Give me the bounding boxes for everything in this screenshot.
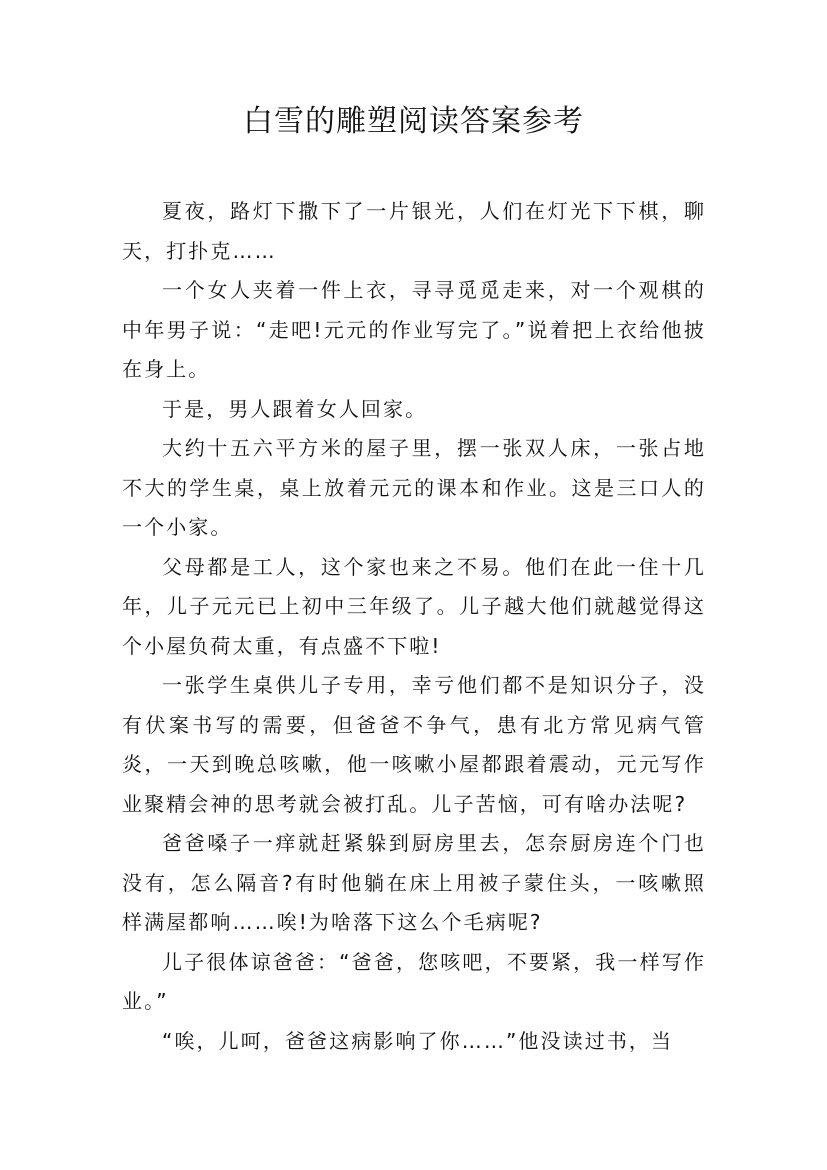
paragraph: 大约十五六平方米的屋子里，摆一张双人床，一张占地不大的学生桌，桌上放着元元的课本和作业。这是三口人的一个小家。 [122,436,706,539]
paragraph: 一个女人夹着一件上衣，寻寻觅觅走来，对一个观棋的中年男子说：“走吧!元元的作业写完了。”说着把上衣给他披在身上。 [122,278,706,381]
paragraph: “唉，儿呵，爸爸这病影响了你……”他没读过书，当 [162,1028,674,1053]
paragraph: 一张学生桌供儿子专用，幸亏他们都不是知识分子，没有伏案书写的需要，但爸爸不争气，患有北方常见病气管炎，一天到晚总咳嗽，他一咳嗽小屋都跟着震动，元元写作业聚精会神的思考就会被打乱。儿子苦恼，可有啥办法呢? [122,673,706,816]
paragraph: 儿子很体谅爸爸：“爸爸，您咳吧，不要紧，我一样写作业。” [122,949,706,1013]
paragraph: 夏夜，路灯下撒下了一片银光，人们在灯光下下棋，聊天，打扑克…… [122,199,706,263]
paragraph: 于是，男人跟着女人回家。 [162,396,428,421]
document-body [122,192,706,1061]
document-title: 白雪的雕塑阅读答案参考 [243,104,584,139]
paragraph: 父母都是工人，这个家也来之不易。他们在此一住十几年，儿子元元已上初中三年级了。儿子越大他们就越觉得这个小屋负荷太重，有点盛不下啦! [122,554,706,658]
paragraph: 爸爸嗓子一痒就赶紧躲到厨房里去，怎奈厨房连个门也没有，怎么隔音?有时他躺在床上用被子蒙住头，一咳嗽照样满屋都响……唉!为啥落下这么个毛病呢? [122,831,706,934]
